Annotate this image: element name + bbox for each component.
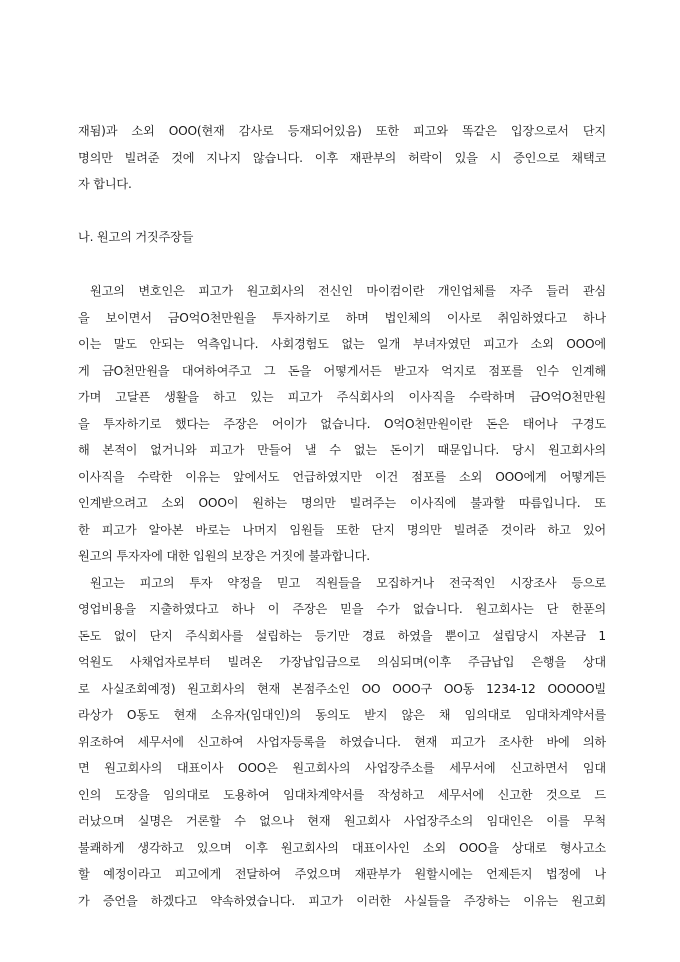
text-line: 로 사실조회예정) 원고회사의 현재 본점주소인 OO OOO구 OO동 1234-12 OOOOO빌 (78, 681, 606, 696)
text-line: 한 피고가 알아본 바로는 나머지 임원들 또한 단지 명의만 빌려준 것이라 하고 있어 (78, 522, 606, 537)
text-line: 가며 고달픈 생활을 하고 있는 피고가 주식회사의 이사직을 수락하며 금O억O천만원 (78, 390, 606, 404)
text-line: 이사직을 수락한 이유는 앞에서도 언급하였지만 이건 점포를 소외 OOO에게 어떻게든 (78, 469, 606, 484)
paragraph-company-claim (78, 570, 606, 915)
text-line: 라상가 O동도 현재 소유자(임대인)의 동의도 받지 않은 채 임의대로 임대차계약서를 (78, 708, 606, 722)
text-line: 인의 도장을 임의대로 도용하여 임대차계약서를 작성하고 세무서에 신고한 것으로 드 (78, 787, 606, 802)
intro-paragraph (78, 118, 606, 198)
text-line: 불쾌하게 생각하고 있으며 이후 원고회사의 대표이사인 소외 OOO을 상대로 형사고소 (78, 840, 606, 855)
text-line: 자 합니다. (78, 177, 132, 191)
text-line: 원고의 투자자에 대한 입원의 보장은 거짓에 불과합니다. (78, 549, 370, 563)
text-line: 돈도 없이 단지 주식회사를 설립하는 등기만 경료 하였을 뿐이고 설립당시 자본금 1 (78, 628, 606, 643)
paragraph-investment-claim (78, 278, 606, 570)
text-line: 위조하여 세무서에 신고하여 사업자등록을 하였습니다. 현재 피고가 조사한 바에 의하 (78, 734, 606, 749)
text-line: 명의만 빌려준 것에 지나지 않습니다. 이후 재판부의 허락이 있을 시 증인으로 채택코 (78, 150, 606, 165)
section-heading: 나. 원고의 거짓주장들 (78, 229, 194, 244)
text-line: 재됨)과 소외 OOO(현재 감사로 등재되어있음) 또한 피고와 똑같은 입장으로서 단지 (78, 124, 606, 138)
text-line: 게 금O천만원을 대여하여주고 그 돈을 어떻게서든 받고자 억지로 점포를 인수 인계해 (78, 363, 606, 378)
text-line: 원고는 피고의 투자 약정을 믿고 직원들을 모집하거나 전국적인 시장조사 등으로 (90, 575, 606, 590)
text-line: 영업비용을 지출하였다고 하나 이 주장은 믿을 수가 없습니다. 원고회사는 단 한푼의 (78, 602, 606, 616)
document-page (78, 118, 606, 914)
text-line: 이는 말도 안되는 억측입니다. 사회경험도 없는 일개 부녀자였던 피고가 소외 OOO에 (78, 337, 606, 351)
text-line: 해 본적이 없거니와 피고가 만들어 낼 수 없는 돈이기 때문입니다. 당시 원고회사의 (78, 443, 606, 457)
text-line: 을 보이면서 금O억O천만원을 투자하기로 하며 법인체의 이사로 취임하였다고 하나 (78, 310, 606, 325)
text-line: 러났으며 실명은 거론할 수 없으나 현재 원고회사 사업장주소의 임대인은 이를 무척 (78, 814, 606, 828)
text-line: 할 예정이라고 피고에게 전달하여 주었으며 재판부가 원할시에는 언제든지 법정에 나 (78, 867, 606, 881)
text-line: 면 원고회사의 대표이사 OOO은 원고회사의 사업장주소를 세무서에 신고하면서 임대 (78, 761, 606, 775)
text-line: 을 투자하기로 했다는 주장은 어이가 없습니다. O억O천만원이란 돈은 태어나 구경도 (78, 416, 606, 431)
text-line: 가 증언을 하겠다고 약속하였습니다. 피고가 이러한 사실들을 주장하는 이유는 원고회 (78, 893, 606, 908)
text-line: 인계받으려고 소외 OOO이 원하는 명의만 빌려주는 이사직에 불과할 따름입니다. 또 (78, 496, 606, 510)
text-line: 원고의 변호인은 피고가 원고회사의 전신인 마이컴이란 개인업체를 자주 들러 관심 (90, 284, 606, 298)
text-line: 억원도 사채업자로부터 빌려온 가장납입금으로 의심되며(이후 주금납입 은행을 상대 (78, 655, 606, 669)
